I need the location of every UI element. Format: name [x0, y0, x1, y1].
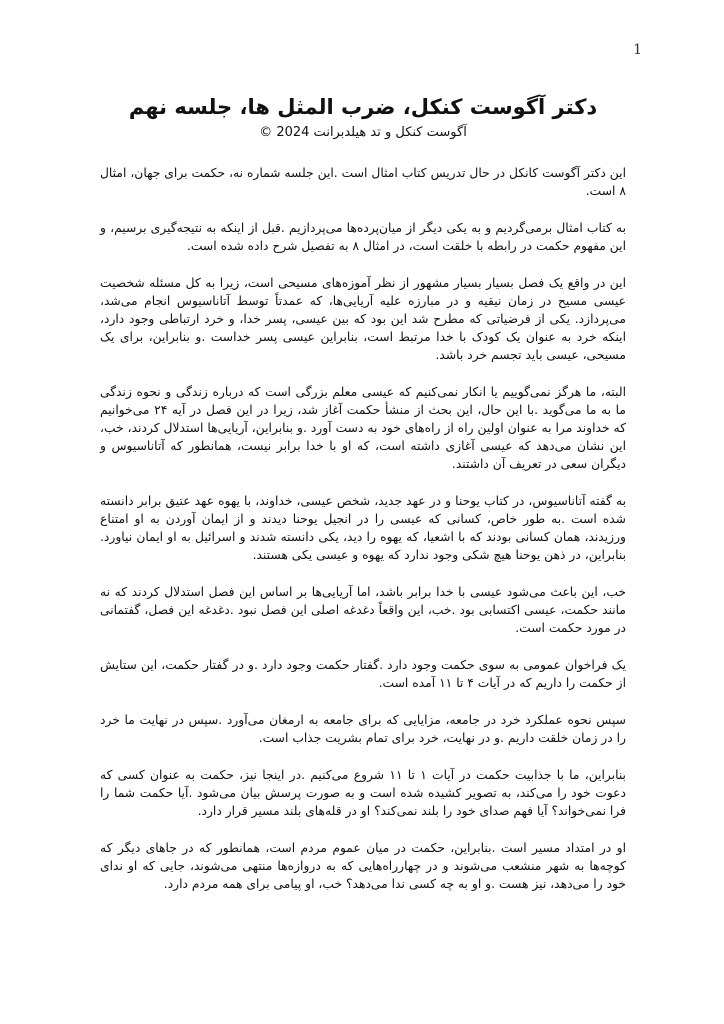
paragraph-7: یک فراخوان عمومی به سوی حکمت وجود دارد .گفتار حکمت وجود دارد .و در گفتار حکمت، این ستایش از حکمت را داریم که در آیات ۴ تا ۱۱ آمده است. — [100, 658, 626, 690]
paragraph-9: بنابراین، ما با جذابیت حکمت در آیات ۱ تا ۱۱ شروع می‌کنیم .در اینجا نیز، حکمت به عنوان کسی که دعوت خود را می‌کند، به تصویر کشیده شده است و به صورت پرسش بیان می‌شود .آیا حکمت شما را فرا نمی‌خواند؟ آیا فهم صدای خود را بلند نمی‌کند؟ او در قله‌های بلند مسیر قرار دارد. — [100, 768, 626, 818]
paragraph-10: او در امتداد مسیر است .بنابراین، حکمت در میان عموم مردم است، همانطور که در جاهای دیگر که کوچه‌ها به شهر منشعب می‌شوند و در چهارراه‌هایی که به دروازه‌ها منتهی می‌شوند، جایی که او ندای خود را می‌دهد، نیز هست .و او به چه کسی ندا می‌دهد؟ خب، او پیامی برای همه مردم دارد. — [100, 841, 626, 891]
document-subtitle: آگوست کنکل و تد هیلدبرانت 2024 © — [259, 125, 467, 140]
paragraph-5: به گفته آتاناسیوس، در کتاب یوحنا و در عهد جدید، شخص عیسی، خداوند، با یهوه عهد عتیق برابر دانسته شده است .به طور خاص، کسانی که عیسی را در انجیل یوحنا دیدند و از ایمان آوردن به او امتناع ورزیدند، همان کسانی بودند که با اشعیا، که یهوه را دید، یکی دانسته شدند و اسرائیل به او ایمان نیاورد. بنابراین، در ذهن یوحنا هیچ شکی وجود ندارد که یهوه و عیسی یکی هستند. — [100, 494, 626, 562]
paragraph-3: این در واقع یک فصل بسیار بسیار مشهور از نظر آموزه‌های مسیحی است، زیرا به کل مسئله شخصیت عیسی مسیح در زمان نیقیه و در مبارزه علیه آریایی‌ها، که عمدتاً توسط آتاناسیوس انجام می‌شد، می‌پردازد. یکی از فرضیاتی که مطرح شد این بود که بین عیسی، پسر خدا، و خرد ارتباطی وجود دارد، اینکه خرد به عنوان یک کودک با خدا مرتبط است، بنابراین عیسی پسر خداست .و بنابراین، برای یک مسیحی، عیسی باید تجسم خرد باشد. — [100, 276, 626, 362]
paragraph-4: البته، ما هرگز نمی‌گوییم یا انکار نمی‌کنیم که عیسی معلم بزرگی است که درباره زندگی و نحوه زندگی ما به ما می‌گوید .با این حال، این بحث از منشأ حکمت آغاز شد، زیرا در این فصل در آیه ۲۴ می‌خوانیم که خداوند مرا به عنوان اولین راه از راه‌های خود به دست آورد .و بنابراین، آریایی‌ها استدلال کردند، خب، این نشان می‌دهد که عیسی آغازی داشته است، که او با خدا برابر نیست، همانطور که آتاناسیوس و دیگران سعی در تعریف آن داشتند. — [100, 385, 626, 471]
paragraph-2: به کتاب امثال برمی‌گردیم و به یکی دیگر از میان‌پرده‌ها می‌پردازیم .قبل از اینکه به نتیجه‌گیری برسیم، و این مفهوم حکمت در رابطه با خلقت است، در امثال ۸ به تفصیل شرح داده شده است. — [100, 221, 626, 253]
paragraph-6: خب، این باعث می‌شود عیسی با خدا برابر باشد، اما آریایی‌ها بر اساس این فصل استدلال کردند که نه مانند حکمت، عیسی اکتسابی بود .خب، این واقعاً دغدغه اصلی این فصل نبود .دغدغه این فصل، گفتمانی در مورد حکمت است. — [100, 585, 626, 635]
page-number: 1 — [633, 42, 642, 58]
paragraph-8: سپس نحوه عملکرد خرد در جامعه، مزایایی که برای جامعه به ارمغان می‌آورد .سپس در نهایت ما خرد را در زمان خلقت داریم .و در نهایت، خرد برای تمام بشریت جذاب است. — [100, 713, 626, 745]
paragraph-1: این دکتر آگوست کانکل در حال تدریس کتاب امثال است .این جلسه شماره نه، حکمت برای جهان، امثال ۸ است. — [100, 166, 626, 198]
document-title: دکتر آگوست کنکل، ضرب المثل ها، جلسه نهم — [128, 95, 598, 119]
